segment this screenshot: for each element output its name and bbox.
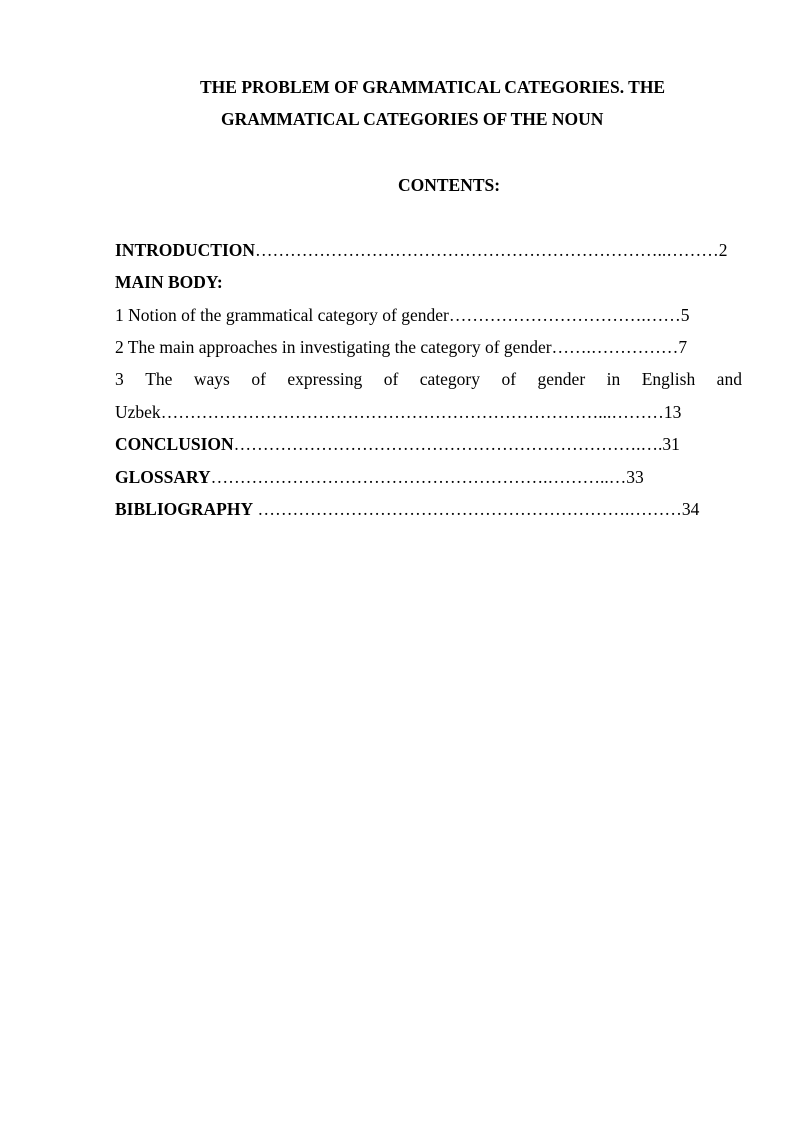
toc-label: BIBLIOGRAPHY [115,499,254,519]
toc-word: expressing [287,369,363,389]
toc-entry-item-3-line-2 [115,401,681,423]
toc-entry-bibliography [115,498,699,520]
toc-label: GLOSSARY [115,467,211,487]
toc-leader: ……………………………………………………….……… [253,499,682,519]
toc-entry-introduction [115,239,728,261]
toc-label: 1 Notion of the grammatical category of gender [115,305,449,325]
title-line-1: THE PROBLEM OF GRAMMATICAL CATEGORIES. THE [200,77,666,97]
toc-entry-item-2 [115,336,687,358]
toc-page-number: 2 [718,240,728,260]
toc-leader: ………………………………………………….………..… [210,467,627,487]
toc-page-number: 33 [626,467,644,487]
toc-entry-item-1 [115,304,689,326]
toc-page-number: 34 [681,499,700,519]
toc-word: ways [193,369,230,389]
toc-page-number: 13 [663,402,682,422]
toc-page-number: 31 [662,434,680,454]
toc-word: 3 [115,369,124,389]
toc-heading-main-body: MAIN BODY: [115,272,223,292]
toc-page-number: 7 [678,337,688,357]
toc-entry-glossary [115,466,644,488]
toc-leader: …………………………….…… [448,305,681,325]
toc-label: Uzbek [115,402,161,422]
toc-entry-item-3-line-1 [115,368,742,390]
title-line-2: GRAMMATICAL CATEGORIES OF THE NOUN [221,109,604,129]
toc-word: category [419,369,481,389]
toc-leader: …….…………… [551,337,679,357]
toc-word: gender [537,369,586,389]
toc-leader: …………………………………………………………….…. [233,434,663,454]
toc-word: and [716,369,742,389]
toc-page-number: 5 [680,305,690,325]
toc-word: The [145,369,173,389]
toc-word: of [383,369,399,389]
toc-word: English [641,369,696,389]
toc-word: of [251,369,266,389]
toc-leader: …………………………………………………………………...……… [160,402,664,422]
contents-heading: CONTENTS: [398,175,501,195]
toc-label: INTRODUCTION [115,240,256,260]
toc-word: in [606,369,621,389]
toc-leader: ……………………………………………………………..……… [255,240,719,260]
toc-entry-conclusion [115,433,680,455]
toc-word: of [501,369,517,389]
toc-label: 2 The main approaches in investigating the category of gender [115,337,552,357]
toc-label: CONCLUSION [115,434,234,454]
